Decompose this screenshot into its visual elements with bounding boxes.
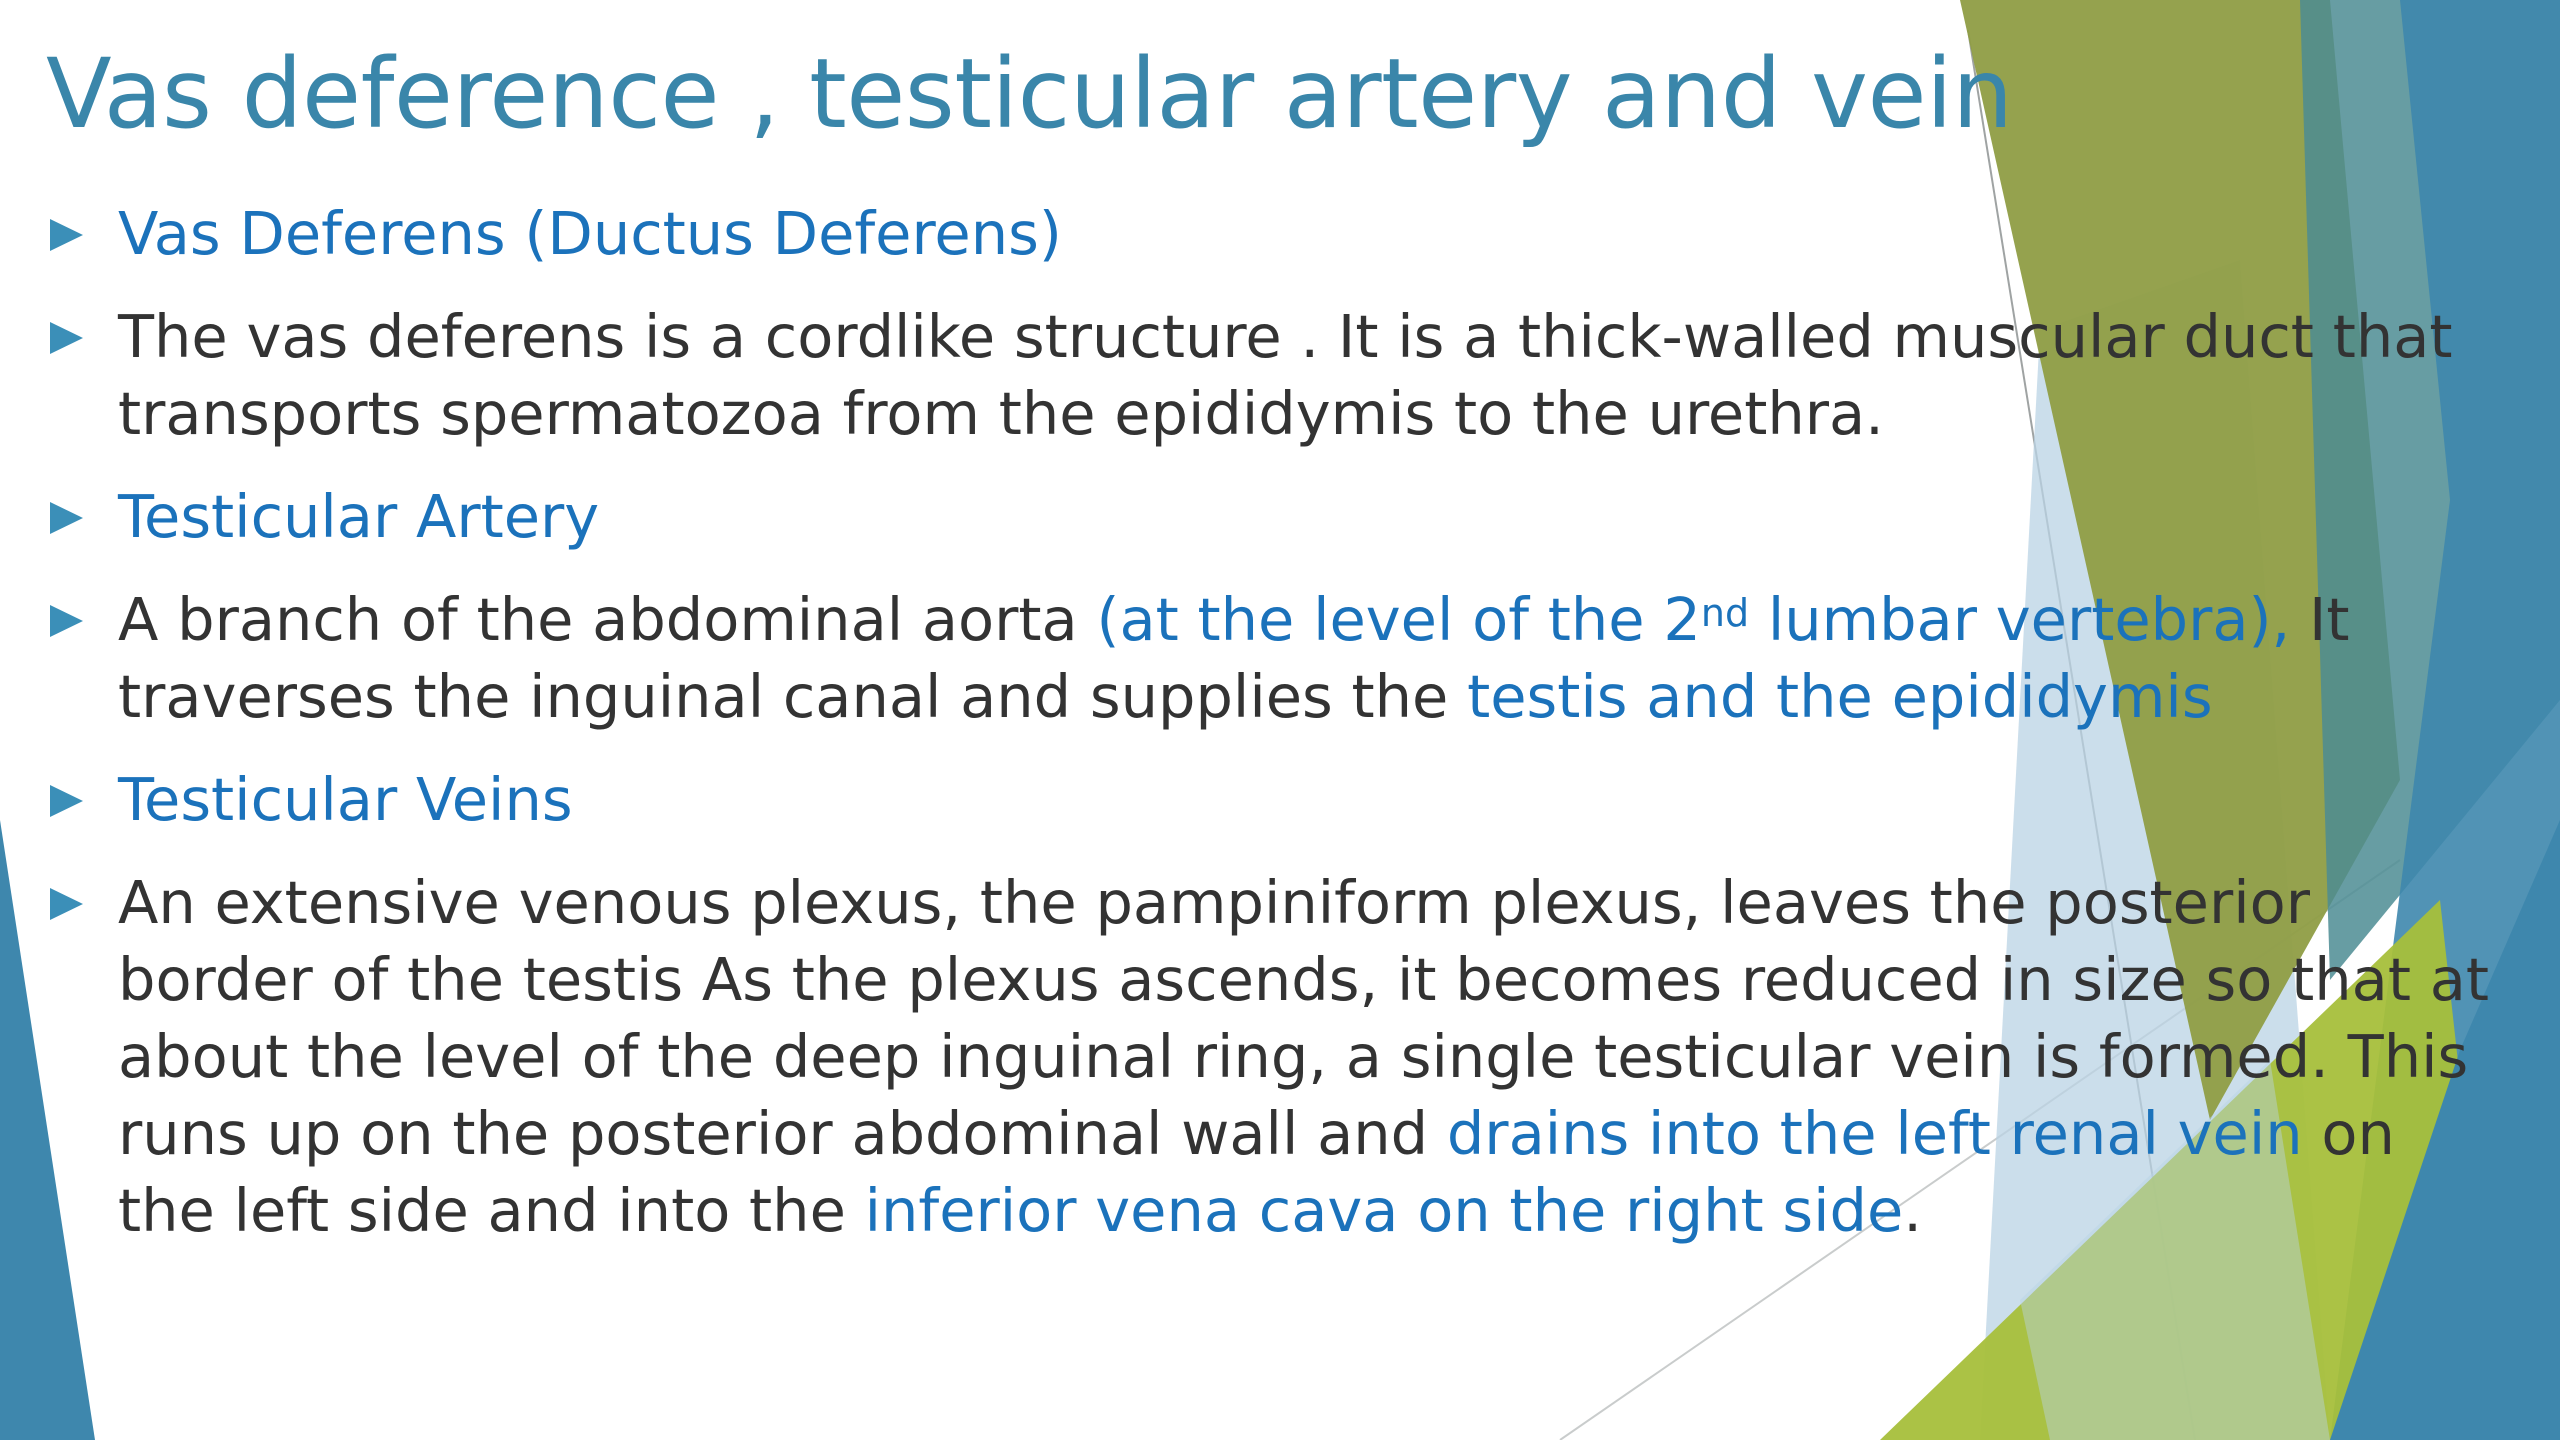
bullet-heading-testicular-veins <box>50 761 2510 838</box>
bullet-testicular-artery-description <box>50 581 2510 735</box>
bullet-list <box>50 195 2510 1275</box>
body-text: . <box>1903 1176 1923 1245</box>
triangle-right-icon <box>50 888 83 920</box>
triangle-right-icon <box>50 502 83 534</box>
heading-text: Vas Deferens (Ductus Deferens) <box>118 199 1062 268</box>
triangle-right-icon <box>50 605 83 637</box>
triangle-right-icon <box>50 219 83 251</box>
slide-title: Vas deference , testicular artery and vein <box>46 38 2013 150</box>
highlight-text: drains into the left renal vein <box>1446 1099 2303 1168</box>
bullet-vas-deferens-description <box>50 298 2510 452</box>
highlight-text: inferior vena cava on the right side <box>864 1176 1904 1245</box>
bullet-heading-testicular-artery <box>50 478 2510 555</box>
ordinal-superscript: nd <box>1700 591 1750 635</box>
highlight-text: lumbar vertebra), <box>1749 585 2291 654</box>
body-text: The vas deferens is a cordlike structure . It is a thick-walled muscular duct that transports spermatozoa from the epididymis to the urethra. <box>118 302 2453 448</box>
highlight-text: (at the level of the 2 <box>1096 585 1701 654</box>
body-text: A branch of the abdominal aorta <box>118 585 1097 654</box>
heading-text: Testicular Artery <box>118 482 600 551</box>
bullet-heading-vas-deferens <box>50 195 2510 272</box>
body-text: on the left side and into the <box>118 1099 2395 1245</box>
body-text: An extensive venous plexus, the pampiniform plexus, leaves the posterior border of the testis As the plexus ascends, it becomes reduced in size so that at about the level of the deep inguinal ring, a single testicular vein is formed. This runs up on the posterior abdominal wall and <box>118 868 2490 1168</box>
triangle-right-icon <box>50 785 83 817</box>
bullet-testicular-veins-description <box>50 864 2510 1249</box>
triangle-right-icon <box>50 322 83 354</box>
heading-text: Testicular Veins <box>118 765 573 834</box>
body-text: It traverses the inguinal canal and supplies the <box>118 585 2350 731</box>
highlight-text: testis and the epididymis <box>1467 662 2213 731</box>
